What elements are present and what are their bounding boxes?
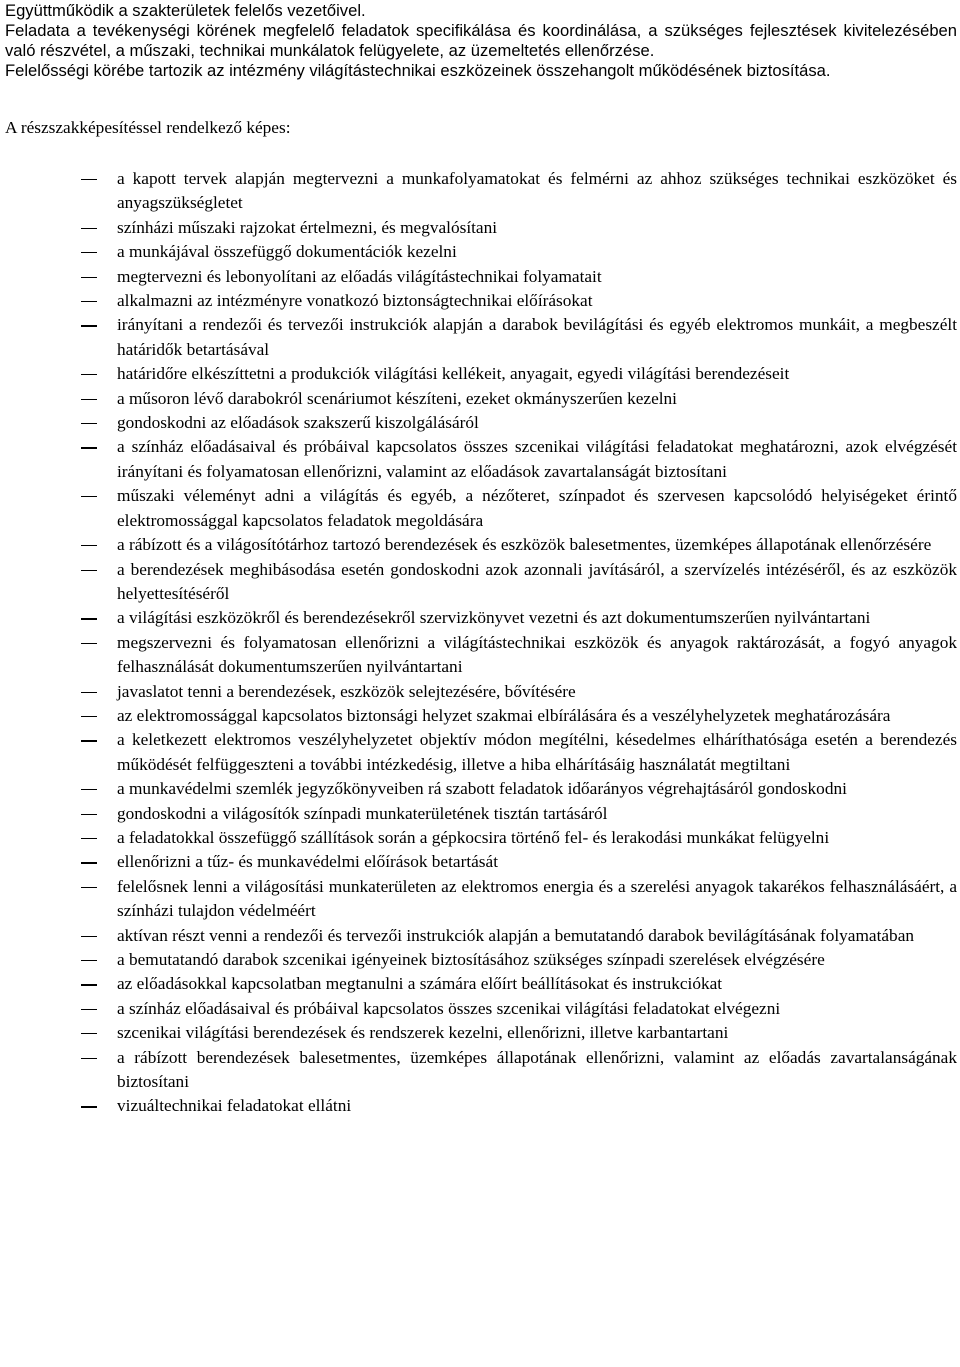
list-item-text: gondoskodni az előadások szakszerű kiszolgálásáról xyxy=(117,413,479,433)
list-item-text: a világítási eszközökről és berendezésekről szervizkönyvet vezetni és azt dokumentumszerűen nyilvántartani xyxy=(117,608,871,628)
dash-bullet-icon xyxy=(81,1033,97,1034)
list-item-text: alkalmazni az intézményre vonatkozó biztonságtechnikai előírásokat xyxy=(117,291,593,311)
dash-bullet-icon xyxy=(81,789,97,790)
list-item xyxy=(0,777,960,801)
list-item xyxy=(0,631,960,680)
list-item xyxy=(0,1046,960,1095)
list-item-text: irányítani a rendezői és tervezői instrukciók alapján a darabok bevilágítási és egyéb elektromos munkáit, a megbeszélt határidők betartásával xyxy=(117,315,957,359)
dash-bullet-icon xyxy=(81,423,97,424)
dash-bullet-icon xyxy=(81,399,97,400)
list-item xyxy=(0,558,960,607)
dash-bullet-icon xyxy=(81,277,97,278)
list-item xyxy=(0,924,960,948)
list-item xyxy=(0,411,960,435)
dash-bullet-icon xyxy=(81,960,97,961)
dash-bullet-icon xyxy=(81,325,97,326)
dash-bullet-icon xyxy=(81,252,97,253)
intro-line-1: Együttműködik a szakterületek felelős vezetőivel. xyxy=(5,1,366,20)
list-item-text: a színház előadásaival és próbáival kapcsolatos összes szcenikai világítási feladatokat meghatározni, azok elvégzését irányítani és folyamatosan ellenőrizni, valamint az előadások zavartalanságát biztosítani xyxy=(117,437,957,481)
intro-paragraph: Feladata a tevékenységi körének megfelelő feladatok specifikálása és koordinálása, a szükséges fejlesztések kivitelezésében való részvétel, a műszaki, technikai munkálatok felügyelete, az üzemeltetés ellenőrzése. xyxy=(5,21,957,60)
dash-bullet-icon xyxy=(81,179,97,180)
list-item xyxy=(0,997,960,1021)
dash-bullet-icon xyxy=(81,570,97,571)
list-item-text: a bemutatandó darabok szcenikai igényeinek biztosításához szükséges színpadi szerelések elvégzésére xyxy=(117,950,825,969)
list-item-text: az előadásokkal kapcsolatban megtanulni a számára előírt beállításokat és instrukciókat xyxy=(117,974,723,994)
dash-bullet-icon xyxy=(81,984,97,985)
dash-bullet-icon xyxy=(81,447,97,448)
dash-bullet-icon xyxy=(81,228,97,229)
dash-bullet-icon xyxy=(81,1058,97,1059)
intro-line-4: Felelősségi körébe tartozik az intézmény világítástechnikai eszközeinek összehangolt működésének biztosítása. xyxy=(5,61,831,80)
list-item xyxy=(0,484,960,533)
dash-bullet-icon xyxy=(81,887,97,888)
dash-bullet-icon xyxy=(81,545,97,546)
dash-bullet-icon xyxy=(81,301,97,302)
list-item xyxy=(0,850,960,874)
list-item xyxy=(0,167,960,216)
list-item xyxy=(0,1094,960,1118)
list-item-text: javaslatot tenni a berendezések, eszközök selejtezésére, bővítésére xyxy=(117,681,576,701)
list-item xyxy=(0,972,960,996)
list-item-text: megtervezni és lebonyolítani az előadás világítástechnikai folyamatait xyxy=(117,266,602,286)
list-item-text: megszervezni és folyamatosan ellenőrizni a világítástechnikai eszközök és anyagok raktározását, a fogyó anyagok felhasználását dokumentumszerűen nyilvántartani xyxy=(117,632,957,677)
competency-lead: A részszakképesítéssel rendelkező képes: xyxy=(5,118,291,137)
list-item xyxy=(0,435,960,484)
list-item xyxy=(0,313,960,362)
dash-bullet-icon xyxy=(81,716,97,717)
list-item-text: a rábízott és a világosítótárhoz tartozó berendezések és eszközök balesetmentes, üzemképes állapotának ellenőrzésére xyxy=(117,535,932,555)
intro-section xyxy=(5,1,957,81)
list-item xyxy=(0,240,960,264)
list-item xyxy=(0,533,960,557)
list-item-text: a színház előadásaival és próbáival kapcsolatos összes szcenikai világítási feladatokat elvégezni xyxy=(117,998,781,1018)
dash-bullet-icon xyxy=(81,496,97,497)
list-item xyxy=(0,387,960,411)
list-item-text: a kapott tervek alapján megtervezni a munkafolyamatokat és felmérni az ahhoz szükséges technikai eszközöket és anyagszükségletet xyxy=(117,169,957,213)
list-item xyxy=(0,362,960,386)
list-item-text: a feladatokkal összefüggő szállítások során a gépkocsira történő fel- és lerakodási munkákat felügyelni xyxy=(117,827,830,847)
list-item xyxy=(0,606,960,630)
competency-list xyxy=(0,167,960,1119)
list-item-text: szcenikai világítási berendezések és rendszerek kezelni, ellenőrizni, illetve karbantartani xyxy=(117,1023,729,1043)
list-item-text: a munkavédelmi szemlék jegyzőkönyveiben rá szabott feladatok időarányos végrehajtásáról gondoskodni xyxy=(117,779,847,799)
list-item xyxy=(0,216,960,240)
list-item-text: ellenőrizni a tűz- és munkavédelmi előírások betartását xyxy=(117,852,498,872)
list-item xyxy=(0,802,960,826)
list-item-text: határidőre elkészíttetni a produkciók világítási kellékeit, anyagait, egyedi világítási berendezéseit xyxy=(117,364,790,384)
dash-bullet-icon xyxy=(81,618,97,619)
list-item-text: a munkájával összefüggő dokumentációk kezelni xyxy=(117,242,457,262)
list-item xyxy=(0,875,960,924)
dash-bullet-icon xyxy=(81,692,97,693)
list-item-text: a keletkezett elektromos veszélyhelyzetet objektív módon megítélni, késedelmes elháríthatósága esetén a berendezés működését felfüggeszteni a további intézkedésig, illetve a hiba elhárításáig használatát megtiltani xyxy=(117,730,957,774)
dash-bullet-icon xyxy=(81,814,97,815)
dash-bullet-icon xyxy=(81,936,97,937)
list-item-text: felelősnek lenni a világosítási munkaterületen az elektromos energia és a szerelési anyagok takarékos felhasználásáért, a színházi tulajdon védelméért xyxy=(117,876,957,921)
dash-bullet-icon xyxy=(81,838,97,839)
dash-bullet-icon xyxy=(81,1106,97,1107)
list-item-text: műszaki véleményt adni a világítás és egyéb, a nézőteret, színpadot és szervesen kapcsolódó helyiségeket érintő elektromossággal kapcsolatos feladatok megoldására xyxy=(117,486,957,530)
list-item xyxy=(0,704,960,728)
list-item-text: aktívan részt venni a rendezői és tervezői instrukciók alapján a bemutatandó darabok bevilágításának folyamatában xyxy=(117,925,915,945)
dash-bullet-icon xyxy=(81,740,97,741)
list-item xyxy=(0,1021,960,1045)
dash-bullet-icon xyxy=(81,1009,97,1010)
list-item-text: a berendezések meghibásodása esetén gondoskodni azok azonnali javításáról, a szervízelés intézéséről, és az eszközök helyettesítéséről xyxy=(117,559,957,603)
list-item xyxy=(0,948,960,972)
list-item xyxy=(0,680,960,704)
list-item-text: vizuáltechnikai feladatokat ellátni xyxy=(117,1096,352,1116)
list-item-text: gondoskodni a világosítók színpadi munkaterületének tisztán tartásáról xyxy=(117,803,608,823)
dash-bullet-icon xyxy=(81,374,97,375)
dash-bullet-icon xyxy=(81,643,97,644)
dash-bullet-icon xyxy=(81,862,97,863)
list-item-text: az elektromossággal kapcsolatos biztonsági helyzet szakmai elbírálására és a veszélyhelyzetek meghatározására xyxy=(117,705,891,725)
list-item xyxy=(0,289,960,313)
list-item xyxy=(0,826,960,850)
list-item-text: a műsoron lévő darabokról scenáriumot készíteni, ezeket okmányszerűen kezelni xyxy=(117,388,677,408)
list-item xyxy=(0,265,960,289)
list-item-text: a rábízott berendezések balesetmentes, üzemképes állapotának ellenőrizni, valamint az előadás zavartalanságának biztosítani xyxy=(117,1047,957,1092)
list-item xyxy=(0,728,960,777)
list-item-text: színházi műszaki rajzokat értelmezni, és megvalósítani xyxy=(117,217,498,237)
